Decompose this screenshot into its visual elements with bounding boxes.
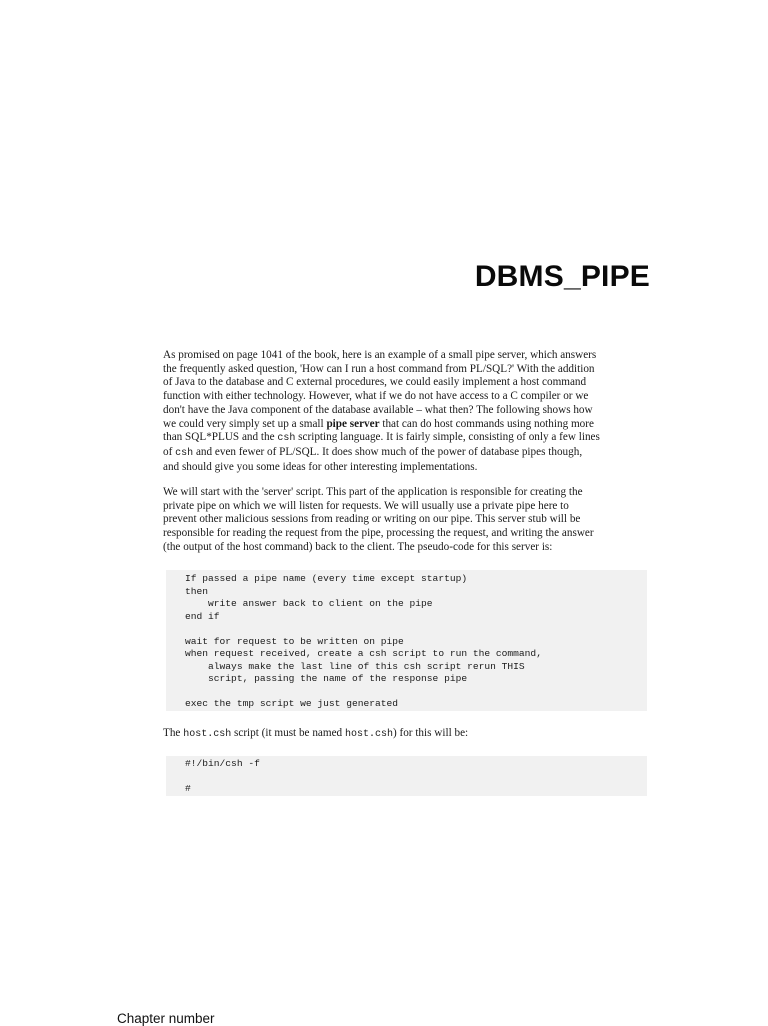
text-run: that can do host commands using nothing more <box>379 417 594 430</box>
bold-term: pipe server <box>326 417 380 430</box>
text-line <box>163 446 663 461</box>
code-line: write answer back to client on the pipe <box>185 598 433 609</box>
host-csh-code-block <box>166 756 647 796</box>
text-run: than SQL*PLUS and the <box>163 431 278 444</box>
server-paragraph <box>163 486 663 555</box>
text-line: responsible for reading the request from the pipe, processing the request, and writing the answer <box>163 527 594 540</box>
code-line: then <box>185 585 209 597</box>
code-line: end if <box>185 610 220 622</box>
page-title: DBMS_PIPE <box>474 260 650 293</box>
code-line: always make the last line of this csh script rerun THIS <box>185 660 525 672</box>
text-run: ) for this will be: <box>392 727 469 739</box>
text-run: The <box>163 727 184 739</box>
inline-code: host.csh <box>183 729 232 740</box>
code-line: If passed a pipe name (every time except startup) <box>185 573 468 584</box>
text-line: We will start with the 'server' script. This part of the application is responsible for creating the <box>163 486 583 498</box>
code-line: script, passing the name of the response pipe <box>185 673 468 684</box>
text-line: function with either technology. However, what if we do not have access to a C compiler or we <box>163 390 589 403</box>
text-line: and should give you some ideas for other interesting implementations. <box>163 460 478 473</box>
text-line: don't have the Java component of the database available – what then? The following shows how <box>163 403 593 416</box>
text-line <box>163 431 663 446</box>
intro-paragraph <box>163 349 663 474</box>
text-line: (the output of the host command) back to the client. The pseudo-code for this server is: <box>163 540 553 553</box>
text-run: of <box>163 445 176 458</box>
code-line: #!/bin/csh -f <box>185 758 260 769</box>
code-line: wait for request to be written on pipe <box>185 635 404 647</box>
code-line <box>185 623 647 636</box>
inline-code: csh <box>277 433 296 445</box>
chapter-number-footer: Chapter number <box>117 1011 215 1026</box>
text-run: we could very simply set up a small <box>163 417 327 430</box>
pseudo-code-block <box>166 570 647 711</box>
host-csh-paragraph <box>163 727 663 742</box>
text-run: scripting language. It is fairly simple, consisting of only a few lines <box>295 431 600 444</box>
text-line: As promised on page 1041 of the book, here is an example of a small pipe server, which answers <box>163 349 597 361</box>
code-line <box>185 686 647 699</box>
code-line: when request received, create a csh script to run the command, <box>185 648 542 659</box>
code-line <box>185 771 647 784</box>
text-line: prevent other malicious sessions from reading or writing on our pipe. This server stub will be <box>163 513 581 526</box>
text-run: and even fewer of PL/SQL. It does show much of the power of database pipes though, <box>193 445 583 458</box>
text-line: private pipe on which we will listen for requests. We will usually use a private pipe here to <box>163 499 569 512</box>
text-line: of Java to the database and C external procedures, we could easily implement a host command <box>163 376 587 389</box>
inline-code: host.csh <box>344 729 393 740</box>
text-line: the frequently asked question, 'How can I run a host command from PL/SQL?' With the addition <box>163 362 595 375</box>
text-run: script (it must be named <box>231 727 345 739</box>
code-line: # <box>185 783 191 794</box>
text-line <box>163 418 663 432</box>
code-line: exec the tmp script we just generated <box>185 698 399 709</box>
inline-code: csh <box>175 447 194 459</box>
